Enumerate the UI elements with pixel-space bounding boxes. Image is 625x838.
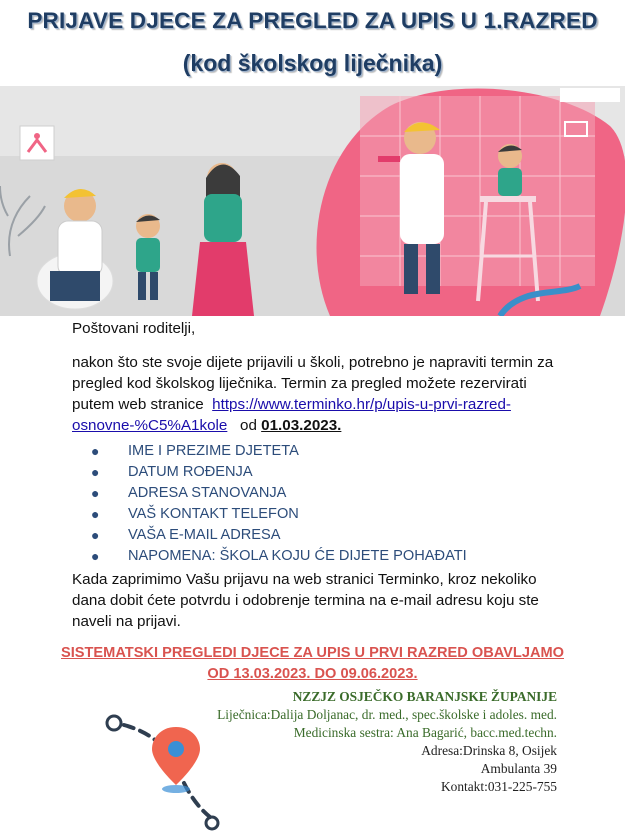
bullet-icon: ● [91, 548, 100, 564]
map-pin-icon [152, 727, 200, 793]
bullet-icon: ● [91, 506, 100, 522]
signature-block [217, 688, 557, 796]
contact-phone: Kontakt:031-225-755 [440, 779, 557, 794]
intro-paragraph [72, 352, 562, 436]
intro-text: nakon što ste svoje dijete prijavili u školi, potrebno je napraviti termin za pregled kod školskog liječnika. Termin za pregled možete rezervirati putem web stranice [72, 354, 554, 413]
date-prefix: od [240, 417, 257, 434]
clinic-number: Ambulanta 39 [480, 761, 557, 776]
doctor-name: Liječnica:Dalija Doljanac, dr. med., spec.školske i adoles. med. [217, 707, 557, 722]
notice-line-1: SISTEMATSKI PREGLEDI DJECE ZA UPIS U PRVI RAZRED OBAVLJAMO [61, 645, 564, 661]
organization-name: NZZJZ OSJEČKO BARANJSKE ŽUPANIJE [292, 689, 557, 704]
bullet-icon: ● [91, 443, 100, 459]
bullet-icon: ● [91, 485, 100, 501]
hero-illustration [0, 86, 625, 316]
page-title: PRIJAVE DJECE ZA PREGLED ZA UPIS U 1.RAZRED [27, 8, 598, 33]
route-icon [100, 705, 230, 835]
bullet-icon: ● [91, 527, 100, 543]
page-subtitle: (kod školskog liječnika) [182, 50, 443, 76]
nurse-name: Medicinska sestra: Ana Bagarić, bacc.med.techn. [293, 725, 557, 740]
notice-line-2: OD 13.03.2023. DO 09.06.2023. [207, 666, 418, 682]
registration-date: 01.03.2023. [261, 417, 342, 434]
closing-paragraph: Kada zaprimimo Vašu prijavu na web stranici Terminko, kroz nekoliko dana dobit ćete potvrdu i odobrenje termina na e-mail adresu koju ste naveli na prijavi. [72, 571, 539, 630]
bullet-icon: ● [91, 464, 100, 480]
greeting: Poštovani roditelji, [72, 320, 196, 337]
terminko-link[interactable]: https://www.terminko.hr/p/upis-u-prvi-razred-osnovne-%C5%A1kole [72, 396, 511, 434]
address: Adresa:Drinska 8, Osijek [421, 743, 557, 758]
